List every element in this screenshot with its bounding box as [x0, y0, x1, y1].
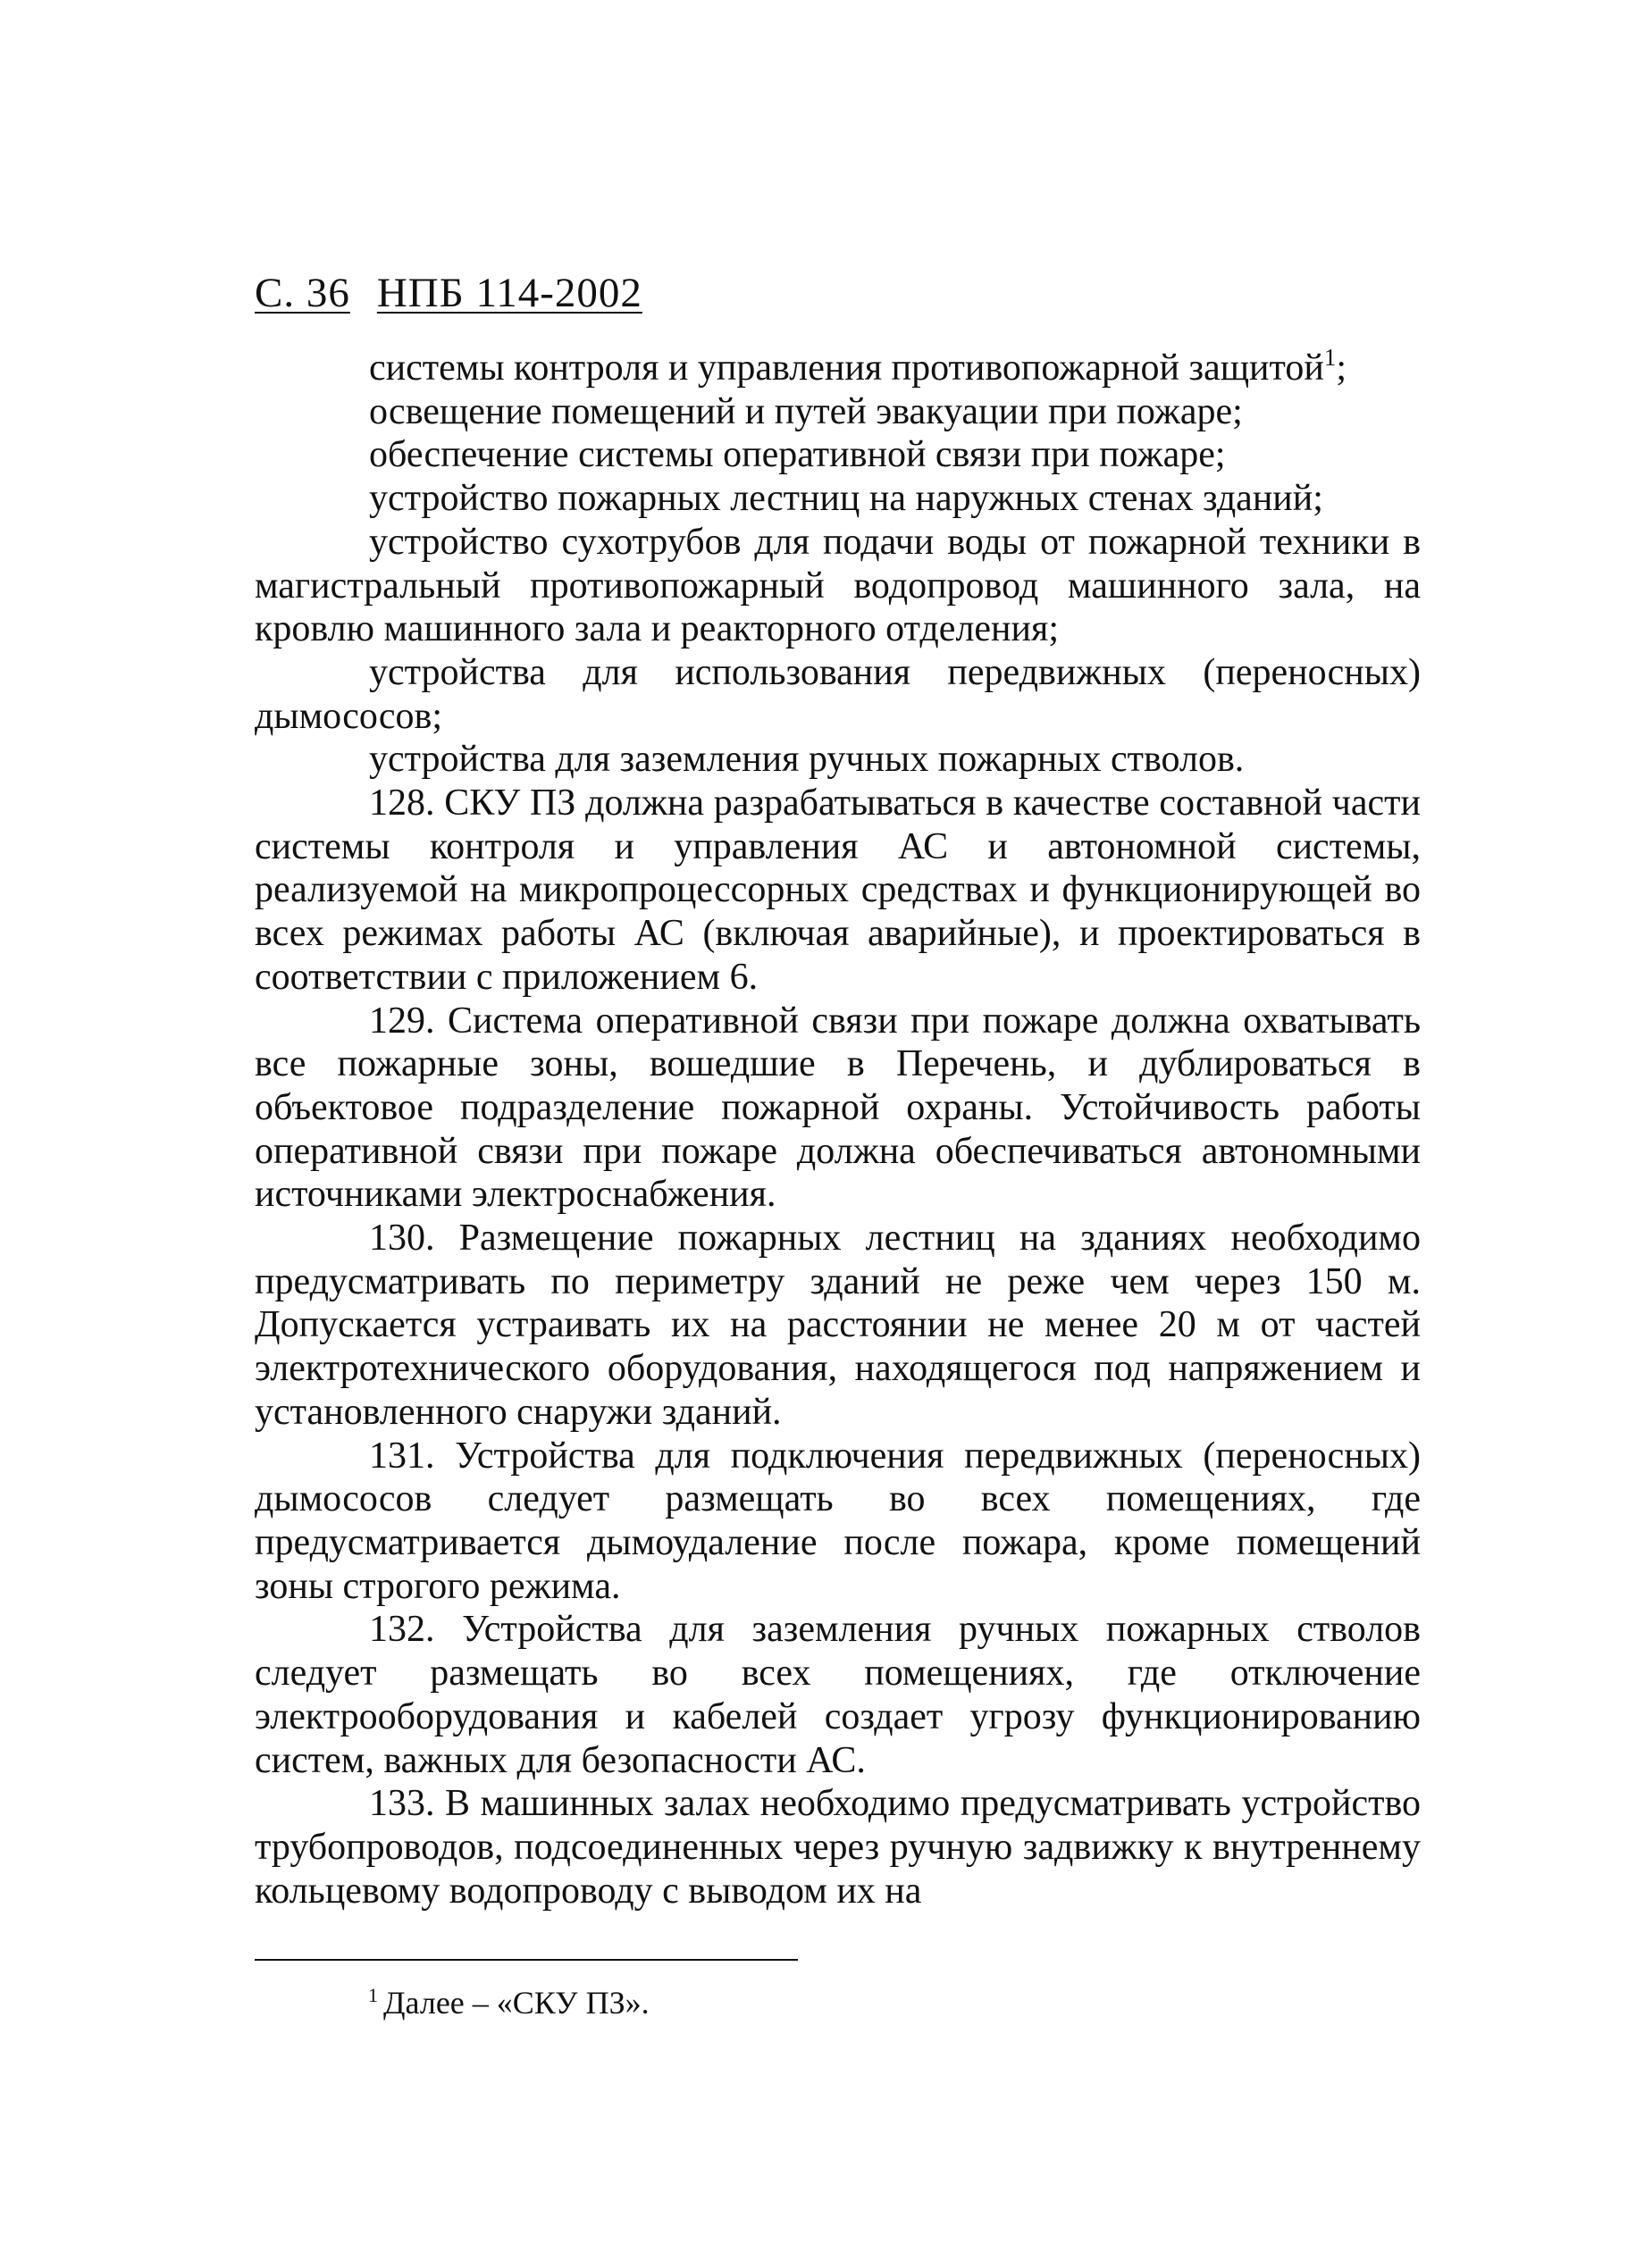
- paragraph: устройства для заземления ручных пожарных стволов.: [369, 739, 1245, 781]
- paragraph: [255, 344, 1421, 390]
- paragraph: 130. Размещение пожарных лестниц на зданиях необходимо предусматривать по периметру зданий не реже чем через 150 м. Допускается устраивать их на расстоянии не менее 20 м от частей электротехнического оборудования, находящегося под напряжением и установленного снаружи зданий.: [255, 1218, 1421, 1433]
- paragraph: 128. СКУ ПЗ должна разрабатываться в качестве составной части системы контроля и управления АС и автономной системы, реализуемой на микропроцессорных средствах и функционирующей во всех режимах работы АС (включая аварийные), и проектироваться в соответствии с приложением 6.: [255, 783, 1421, 998]
- body-text: [255, 344, 1421, 1912]
- paragraph: 129. Система оперативной связи при пожаре должна охватывать все пожарные зоны, вошедшие в Перечень, и дублироваться в объектовое подразделение пожарной охраны. Устойчивость работы оперативной связи при пожаре должна обеспечиваться автономными источниками электроснабжения.: [255, 1000, 1421, 1216]
- page-header: [255, 268, 642, 318]
- footnote: [368, 1983, 650, 2022]
- footnote-divider: [255, 1959, 798, 1961]
- paragraph: 132. Устройства для заземления ручных пожарных стволов следует размещать во всех помещениях, где отключение электрооборудования и кабелей создает угрозу функционированию систем, важных для безопасности АС.: [255, 1609, 1421, 1781]
- paragraph: устройства для использования передвижных (переносных) дымососов;: [255, 651, 1421, 737]
- page-number: С. 36: [255, 270, 350, 316]
- paragraph: устройство пожарных лестниц на наружных стенах зданий;: [369, 478, 1323, 520]
- paragraph: освещение помещений и путей эвакуации при пожаре;: [369, 390, 1243, 432]
- paragraph: устройство сухотрубов для подачи воды от пожарной техники в магистральный противопожарный водопровод машинного зала, на кровлю машинного зала и реакторного отделения;: [255, 521, 1421, 650]
- paragraph: 131. Устройства для подключения передвижных (переносных) дымососов следует размещать во всех помещениях, где предусматривается дымоудаление после пожара, кроме помещений зоны строгого режима.: [255, 1435, 1421, 1607]
- paragraph-punctuation: ;: [1336, 347, 1347, 389]
- footnote-reference: 1: [1323, 344, 1337, 371]
- paragraph-text: системы контроля и управления противопожарной защитой: [369, 347, 1324, 389]
- footnote-marker: 1: [368, 1984, 378, 2006]
- paragraph: обеспечение системы оперативной связи при пожаре;: [369, 434, 1226, 476]
- document-code: НПБ 114-2002: [376, 270, 642, 316]
- paragraph: 133. В машинных залах необходимо предусматривать устройство трубопроводов, подсоединенных через ручную задвижку к внутреннему кольцевому водопроводу с выводом их на: [255, 1783, 1421, 1912]
- footnote-text: Далее – «СКУ ПЗ».: [383, 1985, 650, 2021]
